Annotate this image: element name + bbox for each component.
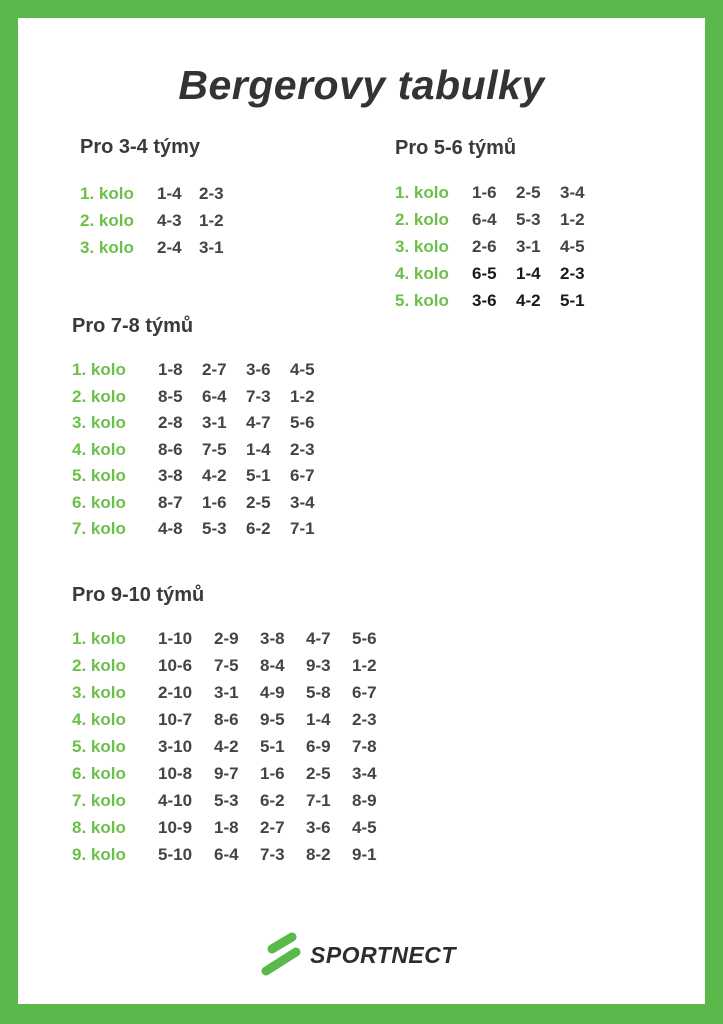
round-label: 9. kolo: [72, 845, 126, 864]
match-pair: 2-3: [560, 264, 585, 283]
match-pair: 5-3: [214, 791, 239, 810]
round-label: 6. kolo: [72, 764, 126, 783]
match-pair: 6-4: [214, 845, 239, 864]
match-pair: 2-5: [306, 764, 331, 783]
match-pair: 6-4: [472, 210, 497, 229]
sportnect-logo: [258, 928, 478, 984]
match-pair: 10-8: [158, 764, 193, 783]
round-label: 1. kolo: [72, 629, 126, 648]
match-pair: 3-6: [472, 291, 497, 310]
section-heading: Pro 3-4 týmy: [80, 136, 201, 158]
match-pair: 8-6: [214, 710, 239, 729]
match-pair: 2-5: [516, 183, 541, 202]
section-7-8-teams: [72, 315, 372, 555]
round-label: 7. kolo: [72, 519, 126, 538]
match-pair: 2-10: [158, 683, 193, 702]
match-pair: 5-8: [306, 683, 331, 702]
match-pair: 5-3: [202, 519, 227, 538]
match-pair: 7-8: [352, 737, 377, 756]
match-pair: 9-1: [352, 845, 377, 864]
match-pair: 1-4: [306, 710, 331, 729]
match-pair: 1-2: [290, 386, 315, 406]
match-pair: 9-5: [260, 710, 285, 729]
match-pair: 1-6: [260, 764, 285, 783]
match-pair: 2-7: [202, 360, 227, 379]
section-9-10-teams: [72, 584, 432, 884]
match-pair: 2-6: [472, 237, 497, 256]
match-pair: 2-3: [199, 184, 224, 203]
match-pair: 4-2: [202, 466, 227, 485]
round-label: 5. kolo: [72, 466, 126, 485]
match-pair: 2-7: [260, 818, 285, 837]
match-pair: 8-4: [260, 656, 285, 675]
match-pair: 1-2: [352, 656, 377, 675]
sportnect-logo-icon: [258, 930, 306, 980]
round-label: 1. kolo: [72, 360, 126, 379]
match-pair: 7-1: [290, 519, 315, 538]
match-pair: 1-4: [246, 439, 271, 459]
match-pair: 3-1: [214, 683, 239, 702]
round-label: 1. kolo: [395, 183, 449, 202]
match-pair: 5-1: [246, 466, 271, 485]
match-pair: 3-8: [260, 629, 285, 648]
round-label: 8. kolo: [72, 818, 126, 837]
match-pair: 6-2: [260, 791, 285, 810]
match-pair: 4-7: [246, 413, 271, 432]
round-label: 4. kolo: [72, 710, 126, 729]
match-pair: 5-6: [290, 413, 315, 432]
match-pair: 2-4: [157, 238, 182, 257]
match-pair: 2-8: [158, 413, 183, 432]
match-pair: 3-4: [352, 764, 377, 783]
round-label: 2. kolo: [72, 386, 126, 406]
match-pair: 6-5: [472, 264, 497, 283]
match-pair: 4-10: [158, 791, 193, 810]
match-pair: 1-6: [202, 492, 227, 512]
match-pair: 8-9: [352, 791, 377, 810]
match-pair: 1-10: [158, 629, 193, 648]
round-label: 3. kolo: [72, 413, 126, 432]
match-pair: 2-9: [214, 629, 239, 648]
section-5-6-teams: [395, 137, 685, 337]
page-title: Bergerovy tabulky: [178, 62, 545, 108]
match-pair: 3-4: [560, 183, 585, 202]
match-pair: 7-5: [202, 439, 227, 459]
match-pair: 1-6: [472, 183, 497, 202]
page: [18, 18, 705, 1004]
round-label: 2. kolo: [80, 211, 134, 230]
match-pair: 1-2: [560, 210, 585, 229]
match-pair: 8-7: [158, 492, 183, 512]
match-pair: 2-5: [246, 492, 271, 512]
match-pair: 4-8: [158, 519, 183, 538]
match-pair: 8-6: [158, 439, 183, 459]
match-pair: 10-9: [158, 818, 193, 837]
round-label: 2. kolo: [72, 656, 126, 675]
match-pair: 2-3: [352, 710, 377, 729]
match-pair: 5-1: [560, 291, 585, 310]
match-pair: 3-6: [246, 360, 271, 379]
round-label: 1. kolo: [80, 184, 134, 203]
round-label: 4. kolo: [72, 439, 126, 459]
match-pair: 6-9: [306, 737, 331, 756]
match-pair: 3-1: [516, 237, 541, 256]
match-pair: 3-8: [158, 466, 183, 485]
match-pair: 6-2: [246, 519, 271, 538]
section-heading: Pro 9-10 týmů: [72, 584, 205, 606]
match-pair: 4-2: [516, 291, 541, 310]
match-pair: 9-3: [306, 656, 331, 675]
round-label: 2. kolo: [395, 210, 449, 229]
match-pair: 6-4: [202, 386, 227, 406]
match-pair: 1-8: [158, 360, 183, 379]
round-label: 5. kolo: [395, 291, 449, 310]
match-pair: 1-8: [214, 818, 239, 837]
section-heading: Pro 5-6 týmů: [395, 137, 517, 159]
match-pair: 2-3: [290, 439, 315, 459]
match-pair: 4-7: [306, 629, 331, 648]
match-pair: 3-1: [202, 413, 227, 432]
match-pair: 4-5: [352, 818, 377, 837]
match-pair: 7-3: [260, 845, 285, 864]
match-pair: 6-7: [290, 466, 315, 485]
match-pair: 5-1: [260, 737, 285, 756]
match-pair: 7-5: [214, 656, 239, 675]
match-pair: 1-2: [199, 211, 224, 230]
round-label: 7. kolo: [72, 791, 126, 810]
section-heading: Pro 7-8 týmů: [72, 315, 194, 337]
round-label: 6. kolo: [72, 492, 126, 512]
match-pair: 7-1: [306, 791, 331, 810]
round-label: 5. kolo: [72, 737, 126, 756]
match-pair: 3-1: [199, 238, 224, 257]
match-pair: 6-7: [352, 683, 377, 702]
match-pair: 10-6: [158, 656, 193, 675]
match-pair: 5-3: [516, 210, 541, 229]
match-pair: 7-3: [246, 386, 271, 406]
match-pair: 4-2: [214, 737, 239, 756]
match-pair: 1-4: [157, 184, 182, 203]
match-pair: 8-5: [158, 386, 183, 406]
match-pair: 4-3: [157, 211, 182, 230]
match-pair: 9-7: [214, 764, 239, 783]
round-label: 3. kolo: [72, 683, 126, 702]
match-pair: 3-10: [158, 737, 193, 756]
match-pair: 8-2: [306, 845, 331, 864]
match-pair: 4-9: [260, 683, 285, 702]
match-pair: 5-6: [352, 629, 377, 648]
round-label: 3. kolo: [80, 238, 134, 257]
round-label: 4. kolo: [395, 264, 449, 283]
logo-wordmark: SPORTNECT: [310, 942, 456, 968]
section-3-4-teams: [80, 136, 340, 286]
round-label: 3. kolo: [395, 237, 449, 256]
match-pair: 4-5: [290, 360, 315, 379]
match-pair: 10-7: [158, 710, 193, 729]
match-pair: 3-6: [306, 818, 331, 837]
match-pair: 4-5: [560, 237, 585, 256]
match-pair: 1-4: [516, 264, 541, 283]
match-pair: 3-4: [290, 492, 315, 512]
match-pair: 5-10: [158, 845, 193, 864]
